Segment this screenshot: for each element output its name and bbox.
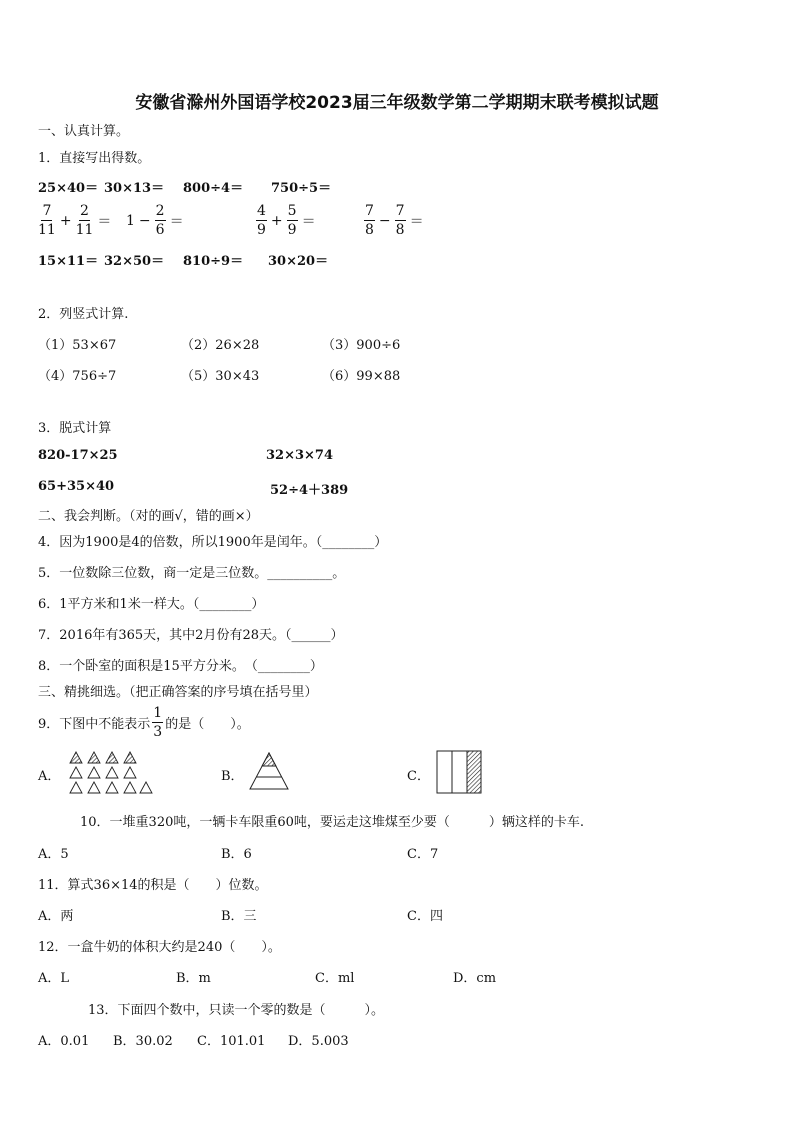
choice-option: D．cm [453, 971, 497, 986]
stepwise-calc-item: 52÷4＋389 [270, 483, 349, 498]
judge-item: 5．一位数除三位数，商一定是三位数。__________。 [38, 566, 346, 581]
judge-item: 7．2016年有365天，其中2月份有28天。（______） [38, 628, 344, 643]
fraction: $\frac{2}{11}$ [75, 203, 94, 238]
fraction: $\frac{5}{9}$ [287, 203, 297, 238]
section-heading-2: 二、我会判断。（对的画√，错的画×） [38, 509, 259, 524]
section-heading-3: 三、精挑细选。（把正确答案的序号填在括号里） [38, 685, 318, 700]
fraction-expression: $\frac{7}{11}$ + $\frac{2}{11}$ ＝ [38, 203, 112, 238]
option-c-label: C． [407, 769, 430, 784]
calc-item: 810÷9＝ [183, 254, 244, 269]
vertical-calc-item: （2）26×28 [181, 338, 260, 353]
vertical-calc-item: （3）900÷6 [322, 338, 401, 353]
calc-item: 15×11＝ [38, 254, 99, 269]
vertical-calc-item: （5）30×43 [181, 369, 260, 384]
choice-option: B．m [176, 971, 211, 986]
question-12-text: 12．一盒牛奶的体积大约是240（ ）。 [38, 940, 281, 955]
calc-item: 800÷4＝ [183, 181, 244, 196]
question-9-text: 9．下图中不能表示 $\frac{1}{3}$ 的是（ ）。 [38, 705, 250, 740]
fraction: $\frac{4}{9}$ [257, 203, 266, 238]
question-10-text: 10．一堆重320吨，一辆卡车限重60吨，要运走这堆煤至少要（ ）辆这样的卡车. [80, 815, 585, 830]
stepwise-calc-item: 65+35×40 [38, 479, 115, 494]
vertical-calc-item: （1）53×67 [38, 338, 117, 353]
choice-option: B．30.02 [113, 1034, 173, 1049]
calc-item: 30×20＝ [268, 254, 329, 269]
choice-option: C．7 [407, 847, 439, 862]
stepwise-calc-item: 820-17×25 [38, 448, 118, 463]
question-11-text: 11．算式36×14的积是（ ）位数。 [38, 878, 268, 893]
choice-option: A．L [38, 971, 70, 986]
choice-option: A．两 [38, 909, 74, 924]
fraction: $\frac{2}{6}$ [155, 203, 165, 238]
question-3-label: 3．脱式计算 [38, 421, 112, 436]
option-a-label: A． [38, 769, 61, 784]
option-b-label: B． [221, 769, 244, 784]
fraction: $\frac{7}{8}$ [365, 203, 374, 238]
choice-option: C．四 [407, 909, 443, 924]
choice-option: A．0.01 [38, 1034, 90, 1049]
calc-item: 32×50＝ [104, 254, 165, 269]
vertical-calc-item: （6）99×88 [322, 369, 401, 384]
page-title: 安徽省滁州外国语学校2023届三年级数学第二学期期末联考模拟试题 [135, 93, 659, 113]
fraction-expression: 1 − $\frac{2}{6}$ ＝ [126, 203, 184, 238]
calc-item: 30×13＝ [104, 181, 165, 196]
triangles-figure-icon [66, 750, 158, 796]
section-heading-1: 一、认真计算。 [38, 124, 130, 139]
stepwise-calc-item: 32×3×74 [266, 448, 334, 463]
question-2-label: 2．列竖式计算. [38, 307, 129, 322]
judge-item: 6．1平方米和1米一样大。（________） [38, 597, 265, 612]
question-1-label: 1．直接写出得数。 [38, 151, 151, 166]
judge-item: 8．一个卧室的面积是15平方分米。 （________） [38, 659, 323, 674]
calc-item: 750÷5＝ [271, 181, 332, 196]
choice-option: B．三 [221, 909, 257, 924]
fraction: $\frac{1}{3}$ [153, 705, 163, 740]
choice-option: C．ml [315, 971, 355, 986]
fraction-expression: $\frac{7}{8}$ − $\frac{7}{8}$ ＝ [365, 203, 424, 238]
choice-option: D．5.003 [288, 1034, 349, 1049]
fraction-expression: $\frac{4}{9}$ + $\frac{5}{9}$ ＝ [257, 203, 316, 238]
question-13-text: 13．下面四个数中，只读一个零的数是（ ）。 [88, 1003, 385, 1018]
choice-option: A．5 [38, 847, 69, 862]
fraction: $\frac{7}{11}$ [38, 203, 56, 238]
choice-option: C．101.01 [197, 1034, 266, 1049]
judge-item: 4．因为1900是4的倍数，所以1900年是闰年。（________） [38, 535, 388, 550]
rectangle-thirds-icon [436, 750, 482, 794]
calc-item: 25×40＝ [38, 181, 99, 196]
choice-option: B．6 [221, 847, 252, 862]
layered-triangle-icon [248, 751, 290, 791]
fraction: $\frac{7}{8}$ [395, 203, 405, 238]
vertical-calc-item: （4）756÷7 [38, 369, 117, 384]
